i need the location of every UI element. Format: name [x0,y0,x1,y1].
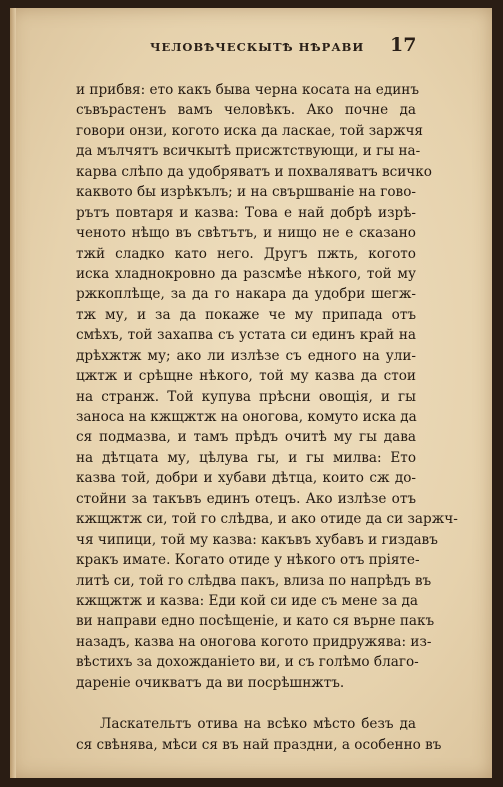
text-line: да мълчятъ всичкытѣ присжтствующи, и гы на- [76,143,421,160]
text-line: съвърастенъ вамъ человѣкъ. Ако почне да [76,102,416,119]
text-line: заноса на кжщжтж на оногова, комуто иска да [76,409,417,425]
text-line: кжщжтж и казва: Еди кой си иде съ мене за да [76,592,419,609]
text-line: назадъ, казва на оногова когото придружява: из- [76,633,432,650]
text-line: кракъ имате. Когато отиде у нѣкого отъ пріяте- [76,552,420,569]
text-line: иска хладнокровно да разсмѣе нѣкого, той му [76,265,416,282]
text-line: на странж. Той купува прѣсни овощія, и гы [76,388,416,405]
text-line: литѣ си, той го слѣдва пакъ, влиза по напрѣдъ въ [76,572,432,589]
text-line: говори онзи, когото иска да ласкае, той заржчя [76,122,424,139]
text-line: карва слѣпо да удобряватъ и похваляватъ всичко [76,163,432,180]
text-line: тжй сладко като него. Другъ пжть, когото [76,245,416,262]
paragraph-2 [76,714,442,755]
page-number: 17 [390,34,417,56]
text-line: кжщжтж си, той го слѣдва, и ако отиде да си заржч- [76,511,458,528]
text-line: цжтж и срѣщне нѣкого, той му казва да стои [76,368,416,385]
text-line: смѣхъ, той захапва съ устата си единъ край на [76,327,416,344]
text-line: стойни за такъвъ единъ отецъ. Ако излѣзе отъ [76,490,416,507]
text-line: казва той, добри и хубави дѣтца, които сж до- [76,470,416,487]
text-line: вѣстихъ за дохожданіето ви, и съ голѣмо благо- [76,654,419,671]
text-line: и прибвя: ето какъ быва черна косата на единъ [76,82,419,98]
text-line: дареніе очикватъ да ви посрѣшнжтъ. [76,674,345,691]
text-line: ржкоплѣще, за да го накара да удобри шегж- [76,286,416,303]
text-line: каквото бы изрѣкълъ; и на свършваніе на гово- [76,184,416,201]
text-line: ченото нѣщо въ свѣтътъ, и нищо не е сказано [76,225,416,242]
text-line: ся подмазва, и тамъ прѣдъ очитѣ му гы дава [76,429,416,446]
text-line: тж му, и за да покаже че му припада отъ [76,306,416,323]
paragraph-1 [76,80,458,693]
paragraph-gap [76,693,416,714]
running-title: ЧЕЛОВѢЧЕСКЫТѢ НѢРАВИ [150,40,365,54]
text-line: рътъ повтаря и казва: Това е най добрѣ изрѣ- [76,204,416,221]
text-line: на дѣтцата му, цѣлува гы, и гы милва: Ето [76,449,416,466]
body-text [76,80,458,755]
page-binding-edge [10,8,16,778]
text-line: ся свѣнява, мѣси ся въ най праздни, а особенно въ [76,736,442,753]
text-line: Ласкательтъ отива на всѣко мѣсто безъ да [100,716,416,733]
text-line: ви направи едно посѣщеніе, и като ся върне пакъ [76,613,435,630]
text-line: дрѣхжтж му; ако ли излѣзе съ едного на ули- [76,347,416,364]
text-line: чя чипици, той му казва: какъвъ хубавъ и гиздавъ [76,531,438,548]
